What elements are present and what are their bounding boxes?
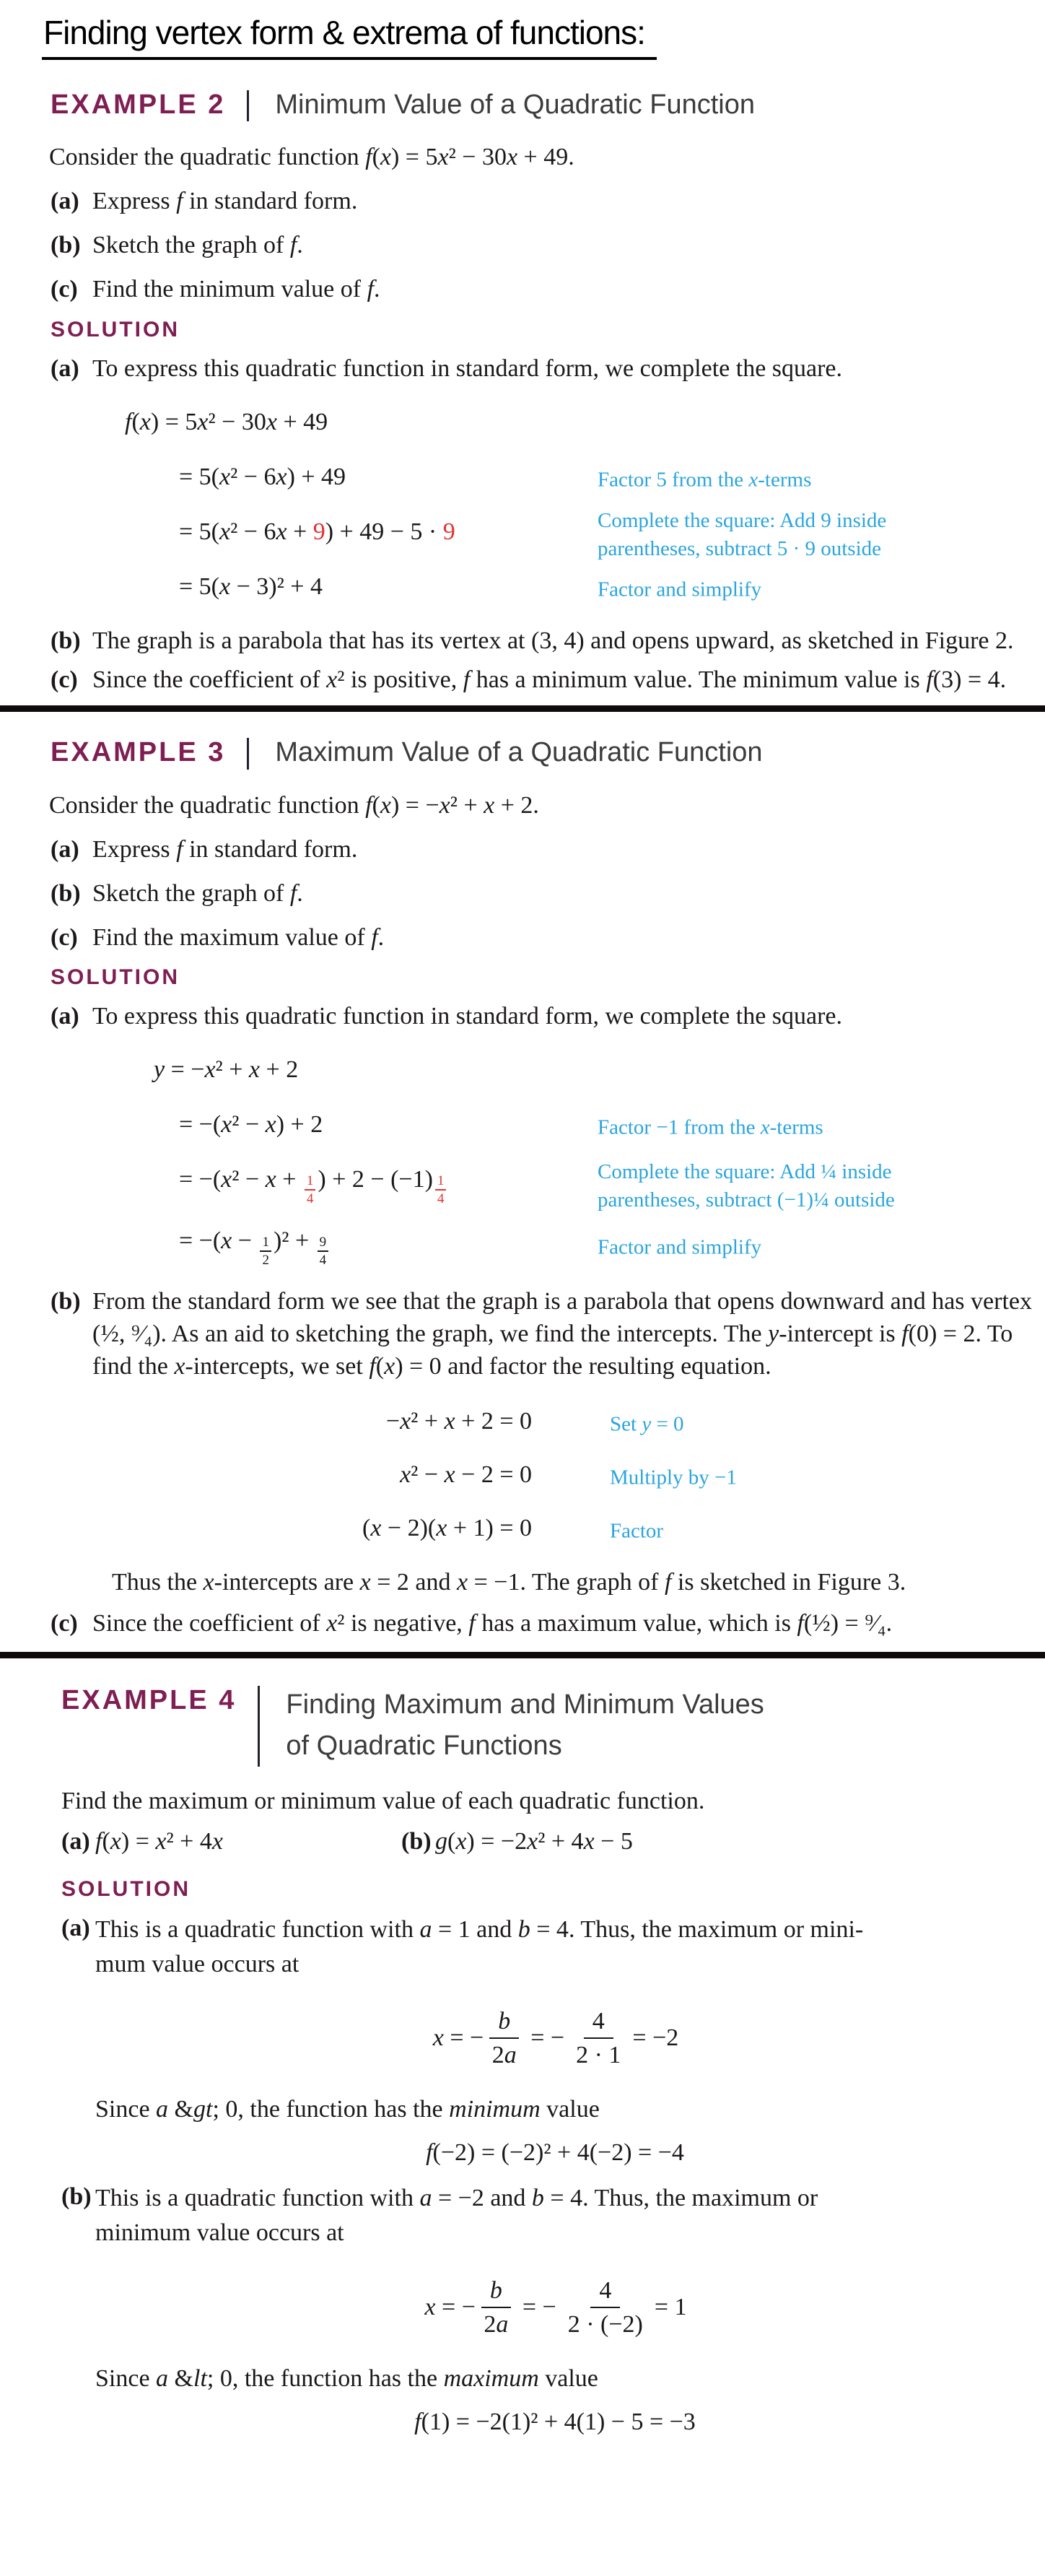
- list-item-c: [51, 274, 1045, 306]
- list-item-a: [51, 186, 1045, 218]
- item-label: (c): [51, 1609, 78, 1637]
- example-title: Maximum Value of a Quadratic Function: [275, 737, 763, 768]
- annotation: Factor −1 from the x-terms: [598, 1115, 823, 1139]
- equation-segment: = −: [530, 2024, 565, 2052]
- equation-row: [0, 1227, 1045, 1267]
- example-title: Minimum Value of a Quadratic Function: [275, 89, 755, 120]
- item-text: From the standard form we see that the graph is a parabola that opens downward and has vertex (½, ⁹⁄₄). As an aid to sketching the graph, we find the intercepts. The y-intercept is f(0) = 2. To find the x-intercepts, we set f(x) = 0 and factor the resulting equation.: [92, 1288, 1032, 1380]
- equation-block: [0, 1056, 1045, 1267]
- intro-paragraph: Consider the quadratic function f(x) = −x² + x + 2.: [49, 791, 539, 819]
- item-label: (c): [51, 275, 78, 303]
- thus-line: Thus the x-intercepts are x = 2 and x = −1. The graph of f is sketched in Figure 3.: [112, 1568, 906, 1596]
- item-label: (a): [61, 1914, 90, 1941]
- equation: = 5(x − 3)² + 4: [179, 573, 323, 600]
- paragraph-line: mum value occurs at: [95, 1950, 299, 1977]
- function-b: [401, 1828, 633, 1855]
- item-text: To express this quadratic function in standard form, we complete the square.: [92, 354, 843, 382]
- intro-paragraph: Consider the quadratic function f(x) = 5x² − 30x + 49.: [49, 144, 574, 171]
- item-label: (b): [61, 2183, 92, 2211]
- function-formula: f(x) = x² + 4x: [95, 1827, 223, 1855]
- equation-row: [0, 573, 1045, 606]
- result-equation: f(−2) = (−2)² + 4(−2) = −4: [426, 2139, 684, 2167]
- annotation-line: parentheses, subtract (−1)¼ outside: [598, 1188, 895, 1211]
- annotation-line: Complete the square: Add ¼ inside: [598, 1159, 892, 1183]
- annotation: Factor and simplify: [598, 1235, 762, 1259]
- annotation: Factor: [610, 1519, 664, 1543]
- item-text: To express this quadratic function in standard form, we complete the square.: [92, 1003, 843, 1030]
- example-title-line: of Quadratic Functions: [286, 1730, 562, 1761]
- equation-segment: = 5(x² − 6x +: [179, 518, 313, 545]
- item-label: (b): [401, 1827, 432, 1855]
- fraction-denominator: 4: [437, 1191, 445, 1207]
- item-label: (c): [51, 666, 78, 694]
- fraction-numerator: 1: [435, 1174, 447, 1191]
- annotation: [598, 1158, 895, 1214]
- item-label: (a): [51, 835, 79, 863]
- fraction: [489, 2007, 519, 2069]
- solution-step-b: [51, 625, 1045, 658]
- example-4-heading: [61, 1684, 1045, 1767]
- since-line: Since a &gt; 0, the function has the minimum value: [95, 2096, 600, 2123]
- paragraph-line: minimum value occurs at: [95, 2219, 344, 2247]
- result-equation: f(1) = −2(1)² + 4(1) − 5 = −3: [414, 2408, 696, 2435]
- equation-row: [0, 1408, 1045, 1441]
- equation-segment: ) + 2 − (−1): [318, 1166, 433, 1193]
- equation-row: [0, 1461, 1045, 1494]
- fraction-numerator: 4: [590, 2276, 620, 2308]
- equation: = 5(x² − 6x) + 49: [179, 463, 346, 490]
- page-title: Finding vertex form & extrema of functions:: [42, 14, 657, 60]
- list-item-a: [51, 834, 1045, 866]
- item-label: (c): [51, 923, 78, 951]
- solution-heading: SOLUTION: [51, 965, 180, 990]
- fraction-denominator: 2a: [491, 2042, 517, 2069]
- annotation: [598, 506, 886, 562]
- example-label: EXAMPLE 3: [51, 737, 226, 768]
- equation-segment: ) + 49 − 5 ·: [325, 518, 443, 545]
- stacked-fraction: [318, 1235, 329, 1267]
- equation-row: [0, 1056, 1045, 1089]
- item-text: Since the coefficient of x² is negative, f has a maximum value, which is f(½) = ⁹⁄₄.: [92, 1609, 893, 1637]
- example-title: [286, 1684, 764, 1767]
- fraction-numerator: 1: [305, 1174, 316, 1191]
- section-divider-rule: [0, 1652, 1045, 1658]
- item-label: (a): [61, 1827, 90, 1855]
- fraction-denominator: 2 · (−2): [567, 2310, 643, 2338]
- fraction-denominator: 4: [319, 1253, 327, 1269]
- solution-step-b: [61, 2181, 1045, 2251]
- solution-step-a: [61, 1913, 1045, 1983]
- example-2-heading: [51, 89, 1045, 122]
- item-label: (b): [51, 627, 81, 654]
- list-item-c: [51, 922, 1045, 954]
- solution-step-a: [51, 1001, 1045, 1033]
- equation: [179, 1227, 331, 1269]
- example-4-section: [0, 1684, 1045, 2436]
- equation: x² − x − 2 = 0: [400, 1461, 532, 1488]
- equation-row: [0, 1111, 1045, 1144]
- example-label: EXAMPLE 4: [61, 1684, 237, 1715]
- example-label: EXAMPLE 2: [51, 89, 226, 120]
- fraction: [568, 2276, 643, 2338]
- fraction-denominator: 2 · 1: [576, 2042, 621, 2069]
- equation-row: [0, 508, 1045, 560]
- item-text: Express f in standard form.: [92, 188, 358, 215]
- display-equation: [0, 2002, 1045, 2074]
- function-a: [61, 1828, 401, 1855]
- example-3-heading: [51, 736, 1045, 770]
- solution-step-b: [51, 1286, 1045, 1383]
- solution-heading: SOLUTION: [61, 1876, 191, 1901]
- solution-heading: SOLUTION: [51, 317, 180, 341]
- equation-segment: = −(x −: [179, 1227, 258, 1255]
- paragraph-line: This is a quadratic function with a = −2 and b = 4. Thus, the maximum or: [95, 2185, 818, 2212]
- equation-segment: )² +: [273, 1227, 315, 1255]
- equation-row: [0, 1515, 1045, 1548]
- fraction-numerator: b: [481, 2276, 511, 2308]
- fraction-numerator: 1: [260, 1235, 271, 1252]
- example-2-section: [0, 89, 1045, 697]
- stacked-fraction: [260, 1235, 271, 1267]
- item-label: (b): [51, 1288, 81, 1315]
- example-3-section: [0, 736, 1045, 1640]
- fraction-numerator: 4: [584, 2007, 613, 2039]
- item-text: The graph is a parabola that has its vertex at (3, 4) and opens upward, as sketched in Figure 2.: [92, 627, 1014, 654]
- item-text: [95, 2181, 1045, 2251]
- equation-segment: = 1: [654, 2293, 687, 2320]
- heading-divider: [247, 90, 249, 122]
- item-text: Sketch the graph of f.: [92, 879, 303, 907]
- item-label: (a): [51, 1003, 79, 1030]
- item-text: Sketch the graph of f.: [92, 231, 303, 258]
- equation: f(x) = 5x² − 30x + 49: [125, 408, 328, 435]
- item-label: (b): [51, 231, 81, 258]
- item-text: Express f in standard form.: [92, 835, 358, 863]
- display-equation: [0, 2271, 1045, 2344]
- solution-step-a: [51, 353, 1045, 386]
- function-formula: g(x) = −2x² + 4x − 5: [435, 1827, 633, 1855]
- equation-segment: x = −: [424, 2293, 476, 2320]
- solution-step-c: [51, 1608, 1045, 1640]
- list-item-b: [51, 878, 1045, 910]
- red-term: 9: [442, 518, 455, 545]
- fraction-numerator: 9: [318, 1235, 329, 1252]
- equation-block: [0, 409, 1045, 606]
- fraction-numerator: b: [489, 2007, 519, 2039]
- item-text: Find the maximum value of f.: [92, 923, 385, 951]
- annotation-line: Complete the square: Add 9 inside: [598, 508, 887, 532]
- equation-row: [0, 409, 1045, 442]
- annotation-line: parentheses, subtract 5 · 9 outside: [598, 536, 882, 560]
- stacked-fraction: [305, 1174, 316, 1206]
- function-pair-row: [61, 1828, 1045, 1855]
- intro-paragraph: Find the maximum or minimum value of each quadratic function.: [61, 1787, 705, 1814]
- annotation: Set y = 0: [610, 1412, 684, 1436]
- item-label: (a): [51, 354, 79, 382]
- solution-step-c: [51, 664, 1045, 697]
- equation: y = −x² + x + 2: [154, 1056, 299, 1084]
- equation-segment: x = −: [432, 2024, 484, 2052]
- fraction-denominator: 2a: [484, 2310, 509, 2338]
- heading-divider: [258, 1686, 260, 1767]
- equation: (x − 2)(x + 1) = 0: [362, 1514, 532, 1541]
- example-title-line: Finding Maximum and Minimum Values: [286, 1689, 764, 1720]
- equation: −x² + x + 2 = 0: [385, 1407, 532, 1435]
- red-term: 9: [312, 518, 325, 545]
- item-label: (a): [51, 188, 79, 215]
- fraction-denominator: 4: [306, 1191, 314, 1207]
- item-text: [95, 1913, 1045, 1983]
- item-label: (b): [51, 879, 81, 907]
- equation-segment: = −: [522, 2293, 556, 2320]
- section-divider-rule: [0, 705, 1045, 712]
- equation-segment: = −(x² − x +: [179, 1166, 302, 1193]
- annotation: Multiply by −1: [610, 1466, 737, 1489]
- equation-segment: = −2: [632, 2024, 679, 2052]
- annotation: Factor 5 from the x-terms: [598, 467, 812, 491]
- equation: = −(x² − x) + 2: [179, 1111, 323, 1139]
- equation: [179, 1166, 448, 1207]
- since-line: Since a &lt; 0, the function has the maximum value: [95, 2364, 598, 2392]
- equation-row: [0, 1159, 1045, 1211]
- annotation: Factor and simplify: [598, 577, 762, 601]
- heading-divider: [247, 738, 249, 770]
- fraction: [481, 2276, 511, 2338]
- item-text: Find the minimum value of f.: [92, 275, 380, 303]
- equation-row: [0, 464, 1045, 497]
- fraction: [576, 2007, 621, 2069]
- fraction-denominator: 2: [262, 1253, 269, 1269]
- item-text: Since the coefficient of x² is positive, f has a minimum value. The minimum value is f(3) = 4.: [92, 666, 1007, 694]
- stacked-fraction: [435, 1174, 447, 1206]
- list-item-b: [51, 230, 1045, 262]
- paragraph-line: This is a quadratic function with a = 1 and b = 4. Thus, the maximum or mini-: [95, 1915, 864, 1943]
- equation: [179, 518, 455, 545]
